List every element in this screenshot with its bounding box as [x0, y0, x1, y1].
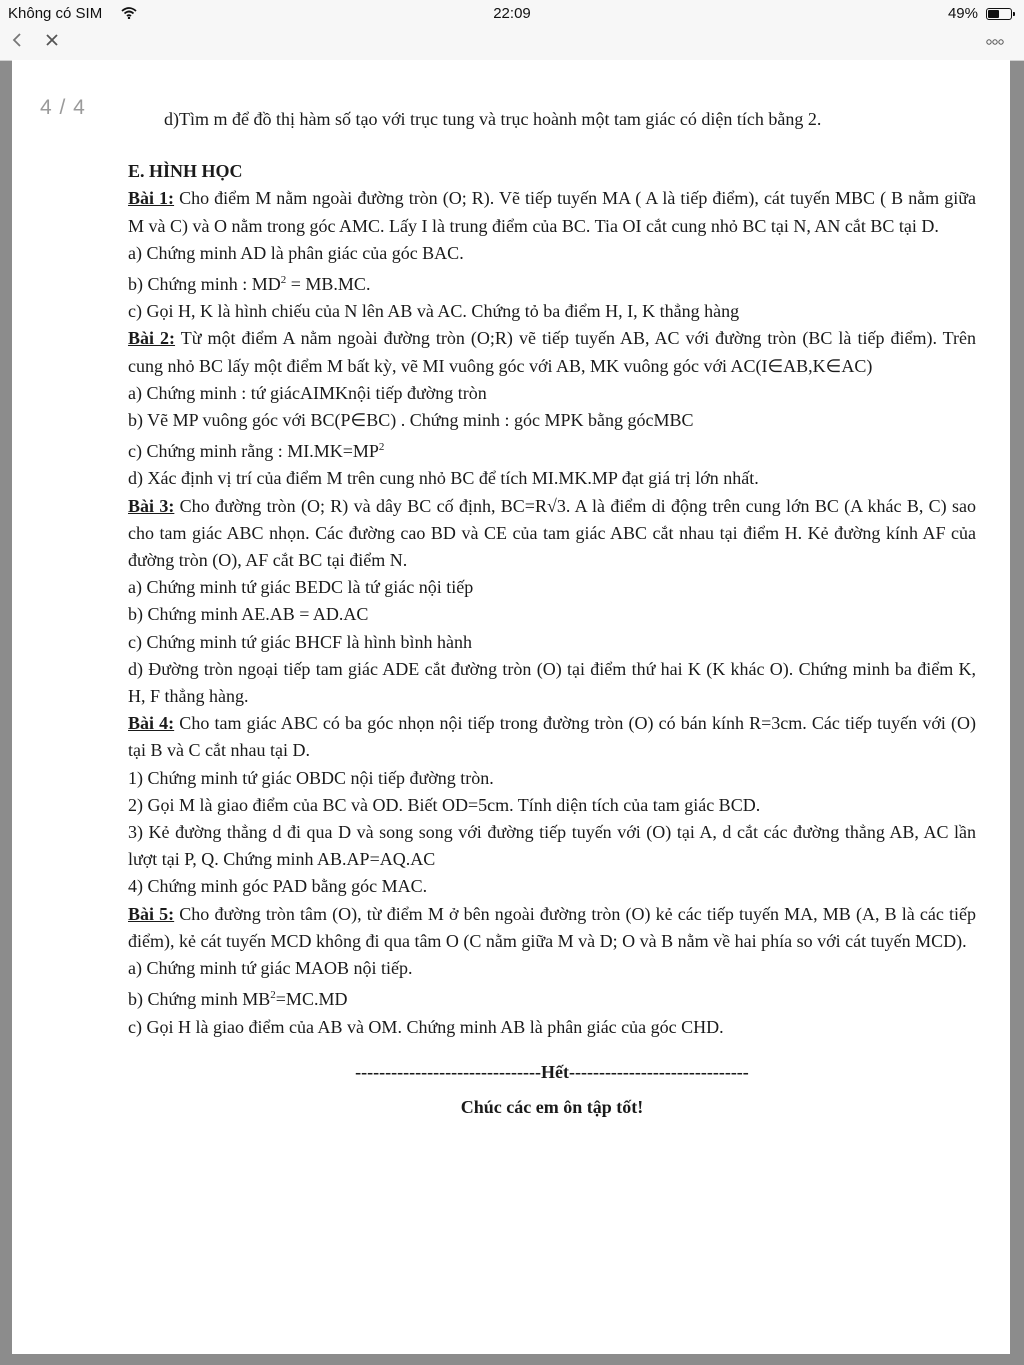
- bai3-item-c: c) Chứng minh tứ giác BHCF là hình bình hành: [128, 631, 472, 652]
- bai2-item-d: d) Xác định vị trí của điểm M trên cung nhỏ BC để tích MI.MK.MP đạt giá trị lớn nhất.: [128, 468, 759, 489]
- closing-message: Chúc các em ôn tập tốt!: [460, 1096, 644, 1117]
- bai1-text: Cho điểm M nằm ngoài đường tròn (O; R). Vẽ tiếp tuyến MA ( A là tiếp điểm), cát tuyến MBC ( B nằm giữa M và C) và O nằm trong góc AMC. Lấy I là trung điểm của BC. Tia OI cắt cung nhỏ BC tại N, AN cắt BC tại D.: [128, 188, 976, 236]
- bai3-text: Cho đường tròn (O; R) và dây BC cố định, BC=R√3. A là điểm di động trên cung lớn BC (A khác B, C) sao cho tam giác ABC nhọn. Các đường cao BD và CE của tam giác ABC cắt nhau tại điểm H. Kẻ đường kính AF của đường tròn (O), AF cắt BC tại điểm N.: [128, 495, 976, 571]
- bai5-item-b: [128, 982, 976, 1013]
- bai2-item-a: a) Chứng minh : tứ giácAIMKnội tiếp đường tròn: [128, 382, 487, 403]
- close-icon[interactable]: [44, 30, 60, 56]
- bai2-text: Từ một điểm A nằm ngoài đường tròn (O;R) vẽ tiếp tuyến AB, AC với đường tròn (BC là tiếp điểm). Trên cung nhỏ BC lấy một điểm M bất kỳ, vẽ MI vuông góc với AB, MK vuông góc với AC(I∈AB,K∈AC): [128, 328, 976, 376]
- bai1-item-c: c) Gọi H, K là hình chiếu của N lên AB và AC. Chứng tỏ ba điểm H, I, K thẳng hàng: [128, 301, 740, 322]
- bai1-b-post: = MB.MC.: [286, 274, 371, 295]
- nav-bar: [0, 28, 1024, 61]
- bai4-item-4: 4) Chứng minh góc PAD bằng góc MAC.: [128, 876, 428, 897]
- bai4-text: Cho tam giác ABC có ba góc nhọn nội tiếp trong đường tròn (O) có bán kính R=3cm. Các tiếp tuyến với (O) tại B và C cắt nhau tại D.: [128, 713, 976, 761]
- bai5-b-post: =MC.MD: [275, 989, 348, 1010]
- bai4-item-1: 1) Chứng minh tứ giác OBDC nội tiếp đường tròn.: [128, 767, 494, 788]
- battery-icon: [986, 8, 1012, 20]
- bai1-label: Bài 1:: [128, 188, 175, 209]
- clock: 22:09: [493, 5, 531, 22]
- section-title: E. HÌNH HỌC: [128, 161, 243, 182]
- bai4-item-3: 3) Kẻ đường thẳng d đi qua D và song song với đường tiếp tuyến với (O) tại A, d cắt các đường thẳng AB, AC lần lượt tại P, Q. Chứng minh AB.AP=AQ.AC: [128, 822, 976, 870]
- carrier-label: Không có SIM: [8, 5, 103, 22]
- bai2-item-c: [128, 434, 976, 465]
- bai5-item-c: c) Gọi H là giao điểm của AB và OM. Chứng minh AB là phân giác của góc CHD.: [128, 1016, 724, 1037]
- chevron-left-icon[interactable]: [10, 30, 24, 56]
- bai4-paragraph: [128, 710, 976, 764]
- bai4-label: Bài 4:: [128, 713, 175, 734]
- status-bar: [0, 0, 1024, 28]
- bai1-paragraph: [128, 185, 976, 239]
- bai2-paragraph: [128, 325, 976, 379]
- bai1-b-sup: 2: [280, 274, 287, 287]
- bai3-paragraph: [128, 493, 976, 575]
- battery-percent: 49%: [947, 5, 978, 22]
- bai5-label: Bài 5:: [128, 903, 175, 924]
- bai2-label: Bài 2:: [128, 328, 176, 349]
- bai3-item-d: d) Đường tròn ngoại tiếp tam giác ADE cắt đường tròn (O) tại điểm thứ hai K (K khác O). Chứng minh ba điểm K, H, F thẳng hàng.: [128, 658, 976, 707]
- end-line: -------------------------------Hết------------------------------: [355, 1061, 749, 1082]
- bai5-b-sup: 2: [270, 989, 276, 1002]
- bai2-c-sup: 2: [378, 441, 385, 454]
- bai1-b-text: b) Chứng minh : MD: [128, 274, 281, 295]
- bai1-item-b: [128, 267, 976, 298]
- bai3-item-a: a) Chứng minh tứ giác BEDC là tứ giác nội tiếp: [128, 577, 474, 598]
- page-indicator: 4 / 4: [40, 96, 86, 119]
- question-d-line: d)Tìm m để đồ thị hàm số tạo với trục tung và trục hoành một tam giác có diện tích bằng 2.: [164, 109, 822, 129]
- bai5-paragraph: [128, 901, 976, 955]
- document-page: [12, 60, 1010, 1354]
- bai5-item-a: a) Chứng minh tứ giác MAOB nội tiếp.: [128, 958, 413, 979]
- bai2-item-b: b) Vẽ MP vuông góc với BC(P∈BC) . Chứng minh : góc MPK bằng gócMBC: [128, 410, 694, 431]
- bai3-item-b: b) Chứng minh AE.AB = AD.AC: [128, 604, 369, 625]
- bai5-text: Cho đường tròn tâm (O), từ điểm M ở bên ngoài đường tròn (O) kẻ các tiếp tuyến MA, MB (A, B là các tiếp điểm), kẻ cát tuyến MCD không đi qua tâm O (C nằm giữa M và D; O và B nằm về hai phía so với cát tuyến MCD).: [128, 903, 976, 951]
- bai1-item-a: a) Chứng minh AD là phân giác của góc BAC.: [128, 242, 464, 263]
- bai2-c-text: c) Chứng minh rằng : MI.MK=MP: [128, 441, 379, 462]
- bai3-label: Bài 3:: [128, 495, 175, 516]
- document-body: [128, 106, 976, 1121]
- bai5-b-text: b) Chứng minh MB: [128, 989, 271, 1010]
- bai4-item-2: 2) Gọi M là giao điểm của BC và OD. Biết OD=5cm. Tính diện tích của tam giác BCD.: [128, 794, 761, 815]
- more-icon[interactable]: [986, 37, 1004, 49]
